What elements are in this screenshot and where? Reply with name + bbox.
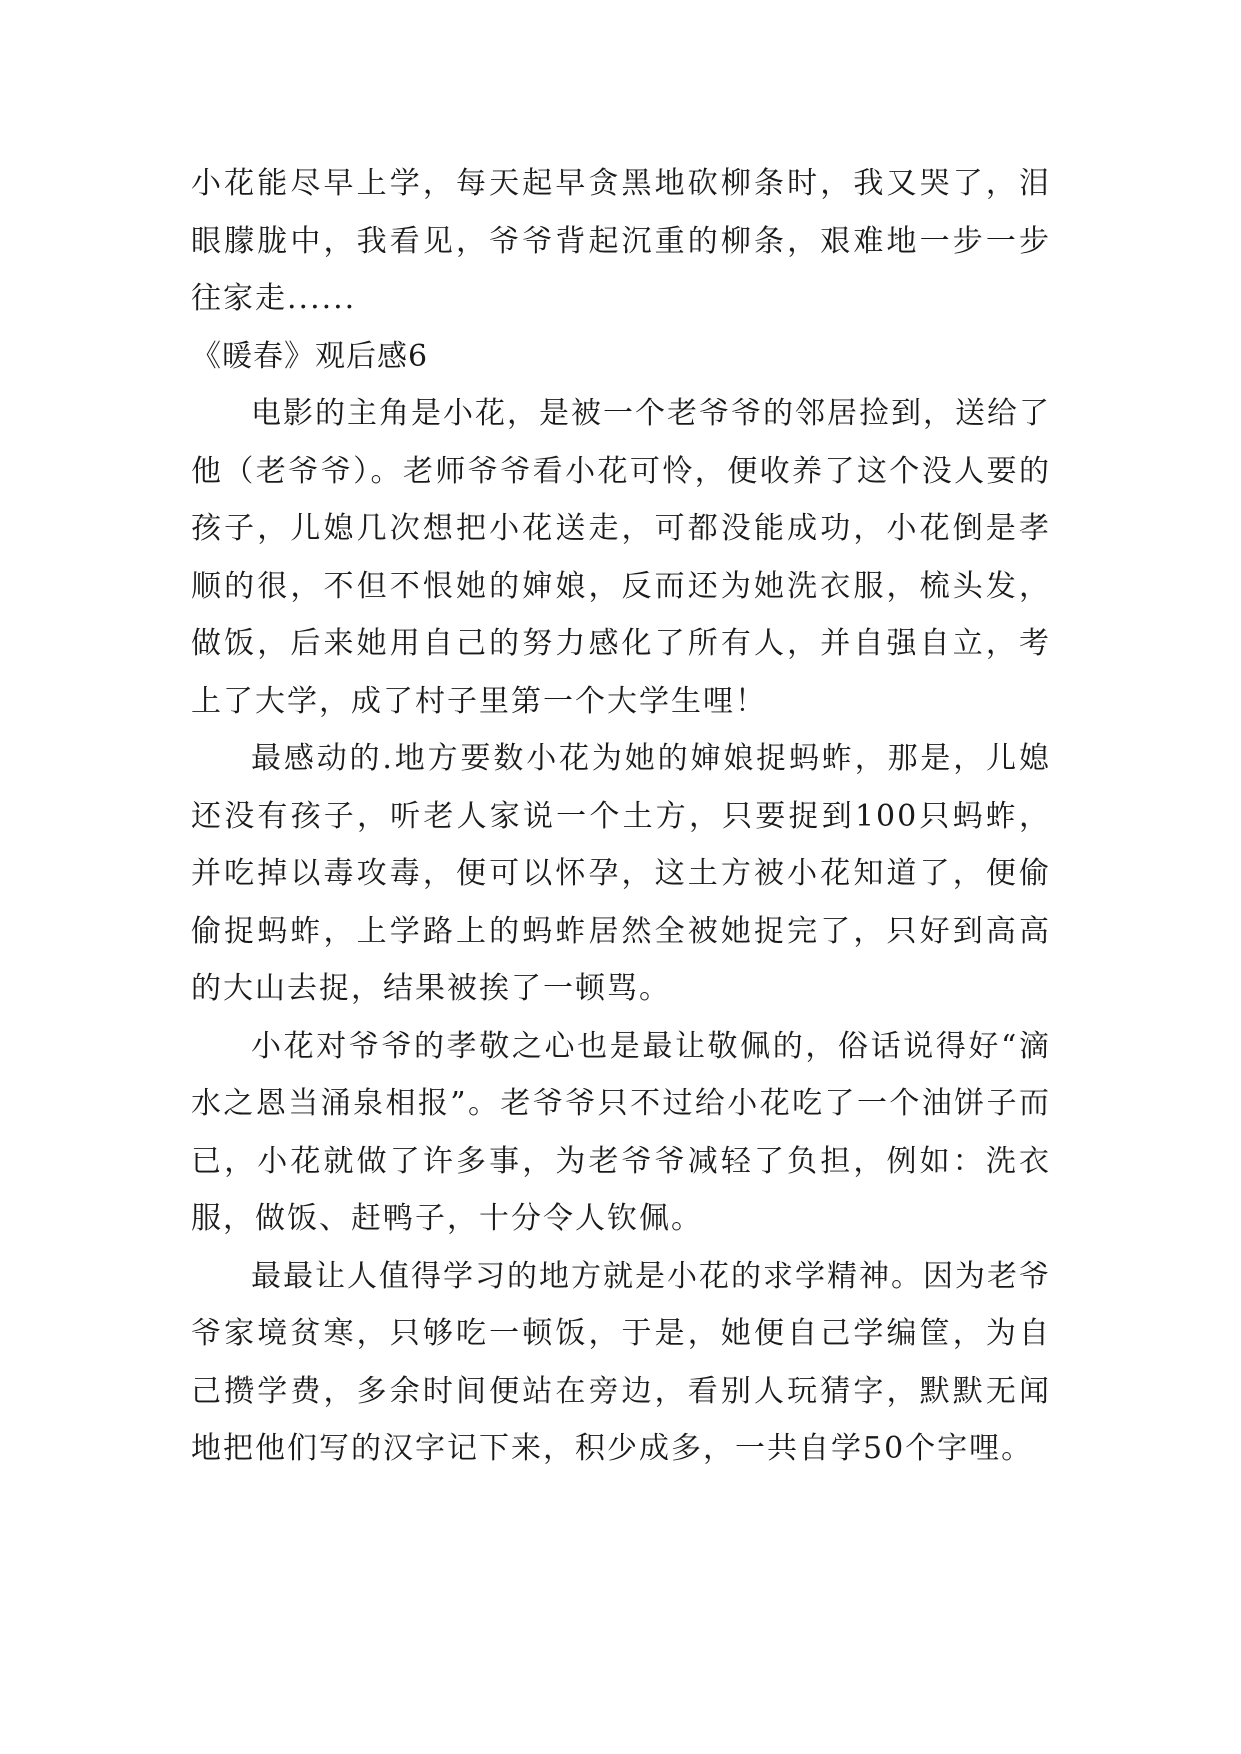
opening-paragraph: 小花能尽早上学，每天起早贪黑地砍柳条时，我又哭了，泪眼朦胧中，我看见，爷爷背起沉重的柳条，艰难地一步一步往家走...... [191, 166, 1051, 316]
paragraph-1: 电影的主角是小花，是被一个老爷爷的邻居捡到，送给了他（老爷爷）。老师爷爷看小花可怜，便收养了这个没人要的孩子，儿媳几次想把小花送走，可都没能成功，小花倒是孝顺的很，不但不恨她的婶娘，反而还为她洗衣服，梳头发，做饭，后来她用自己的努力感化了所有人，并自强自立，考上了大学，成了村子里第一个大学生哩！ [191, 396, 1051, 719]
paragraph-3: 小花对爷爷的孝敬之心也是最让敬佩的，俗话说得好“滴水之恩当涌泉相报”。老爷爷只不过给小花吃了一个油饼子而已，小花就做了许多事，为老爷爷减轻了负担，例如：洗衣服，做饭、赶鸭子，十分令人钦佩。 [191, 1028, 1051, 1236]
document-body [191, 155, 1051, 1478]
section-title: 《暖春》观后感6 [191, 338, 429, 374]
paragraph-4: 最最让人值得学习的地方就是小花的求学精神。因为老爷爷家境贫寒，只够吃一顿饭，于是，她便自己学编筐，为自己攒学费，多余时间便站在旁边，看别人玩猜字，默默无闻地把他们写的汉字记下来，积少成多，一共自学50个字哩。 [191, 1258, 1051, 1466]
paragraph-2: 最感动的.地方要数小花为她的婶娘捉蚂蚱，那是，儿媳还没有孩子，听老人家说一个土方，只要捉到100只蚂蚱，并吃掉以毒攻毒，便可以怀孕，这土方被小花知道了，便偷偷捉蚂蚱，上学路上的蚂蚱居然全被她捉完了，只好到高高的大山去捉，结果被挨了一顿骂。 [191, 741, 1051, 1006]
